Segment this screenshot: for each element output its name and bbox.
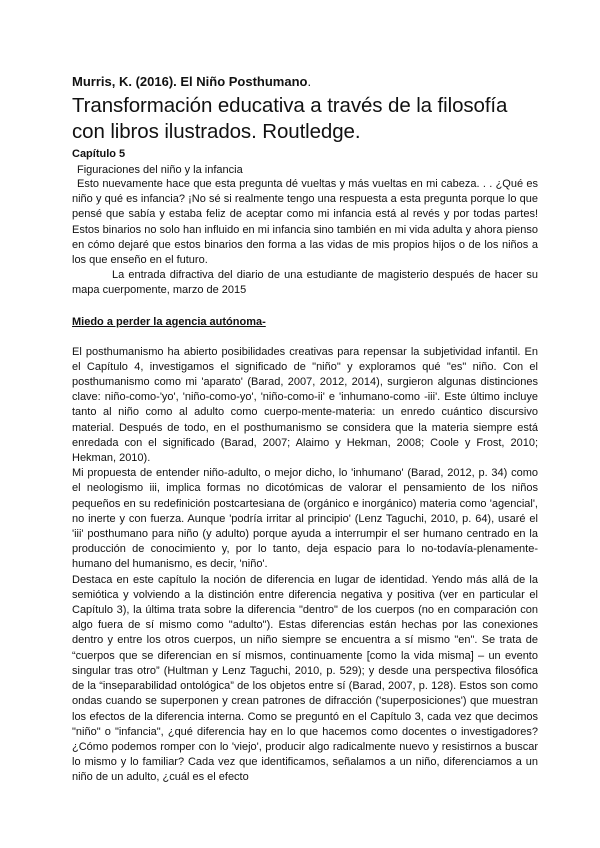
chapter-label: Capítulo 5 xyxy=(72,148,126,160)
body-paragraph: El posthumanismo ha abierto posibilidades creativas para repensar la subjetividad infantil. En el Capítulo 4, investigamos el significado de "niño" y exploramos qué "es" niño. Con el posthumanismo como mi 'aparato' (Barad, 2007, 2012, 2014), surgieron algunas distinciones clave: niño-como-'yo', 'niño-como-yo', 'niño-como-ii' e 'inhumano-como -iii'. Este último incluye tanto al niño como al adulto como cuerpo-mente-materia: un enredo cuántico discursivo material. Después de todo, en el posthumanismo se considera que la materia siempre está enredada con el significado (Barad, 2007; Alaimo y Hekman, 2008; Coole y Frost, 2010; Hekman, 2010). xyxy=(72,345,538,465)
citation-period: . xyxy=(307,74,312,89)
body-paragraph: Mi propuesta de entender niño-adulto, o mejor dicho, lo 'inhumano' (Barad, 2012, p. 34) como el neologismo iii, implica formas no dicotómicas de valorar el pensamiento de los niños pequeños en su redefinición postcartesiana de (orgánico e inorgánico) materia como 'agencial', no inerte y con fuerza. Aunque 'podría irritar al principio' (Lenz Taguchi, 2010, p. 64), usaré el 'iii' posthumano para niño (y adulto) porque ayuda a interrumpir el ser humano centrado en la producción de conocimiento y, por lo tanto, deja espacio para lo no-todavía-plenamente-humano del humanismo, es decir, 'niño'. xyxy=(72,467,538,571)
body-paragraph: Destaca en este capítulo la noción de diferencia en lugar de identidad. Yendo más allá de la semiótica y volviendo a la distinción entre diferencia negativa y positiva (ver en particular el Capítulo 3), la última trata sobre la diferencia "dentro" de los cuerpos (no en comparación con algo fuera de sí mismo como "adulto"). Estas diferencias están hechas por las conexiones dentro y entre los otros cuerpos, un niño siempre se encuentra a sí mismo "en". Se trata de “cuerpos que se diferencian en sí mismos, continuamente [como la vida misma] – un evento singular tras otro” (Hultman y Lenz Taguchi, 2010, p. 529); y desde una perspectiva filosófica de la “inseparabilidad ontológica” de los objetos entre sí (Barad, 2007, p. 128). Estos son como ondas cuando se superponen y crean patrones de difracción ('superposiciones') que muestran los efectos de la diferencia interna. Como se preguntó en el Capítulo 3, cada vez que decimos "niño" o "infancia", ¿qué diferencia hay en lo que hacemos como docentes o investigadores? ¿Cómo podemos romper con lo 'viejo', producir algo radicalmente nuevo y resistirnos a buscar lo mismo y lo familiar? Cada vez que identificamos, señalamos a un niño, diferenciamos a un niño de un adulto, ¿cuál es el efecto xyxy=(72,573,538,784)
chapter-subtitle: Figuraciones del niño y la infancia xyxy=(77,164,243,176)
citation-author: Murris, K. (2016). El Niño Posthumano xyxy=(72,74,308,89)
epigraph-source: La entrada difractiva del diario de una estudiante de magisterio después de hacer su mapa cuerpomente, marzo de 2015 xyxy=(72,269,538,297)
book-title: Transformación educativa a través de la filosofía con libros ilustrados. Routledge. xyxy=(72,94,508,143)
section-heading: Miedo a perder la agencia autónoma- xyxy=(72,315,266,328)
citation xyxy=(72,73,538,91)
epigraph-quote: Esto nuevamente hace que esta pregunta dé vueltas y más vueltas en mi cabeza. . . ¿Qué es niño y qué es infancia? ¡No sé si realmente tengo una respuesta a esta pregunta porque lo que pensé que sabía y estaba feliz de aceptar como mi infancia está al revés y por todas partes! Estos binarios no solo han influido en mi infancia sino también en mi vida adulta y ahora pienso en cómo dejaré que estos binarios den forma a las vidas de mis propios hijos o de los niños a los que enseño en el futuro. xyxy=(72,178,538,267)
body-text xyxy=(72,345,538,786)
